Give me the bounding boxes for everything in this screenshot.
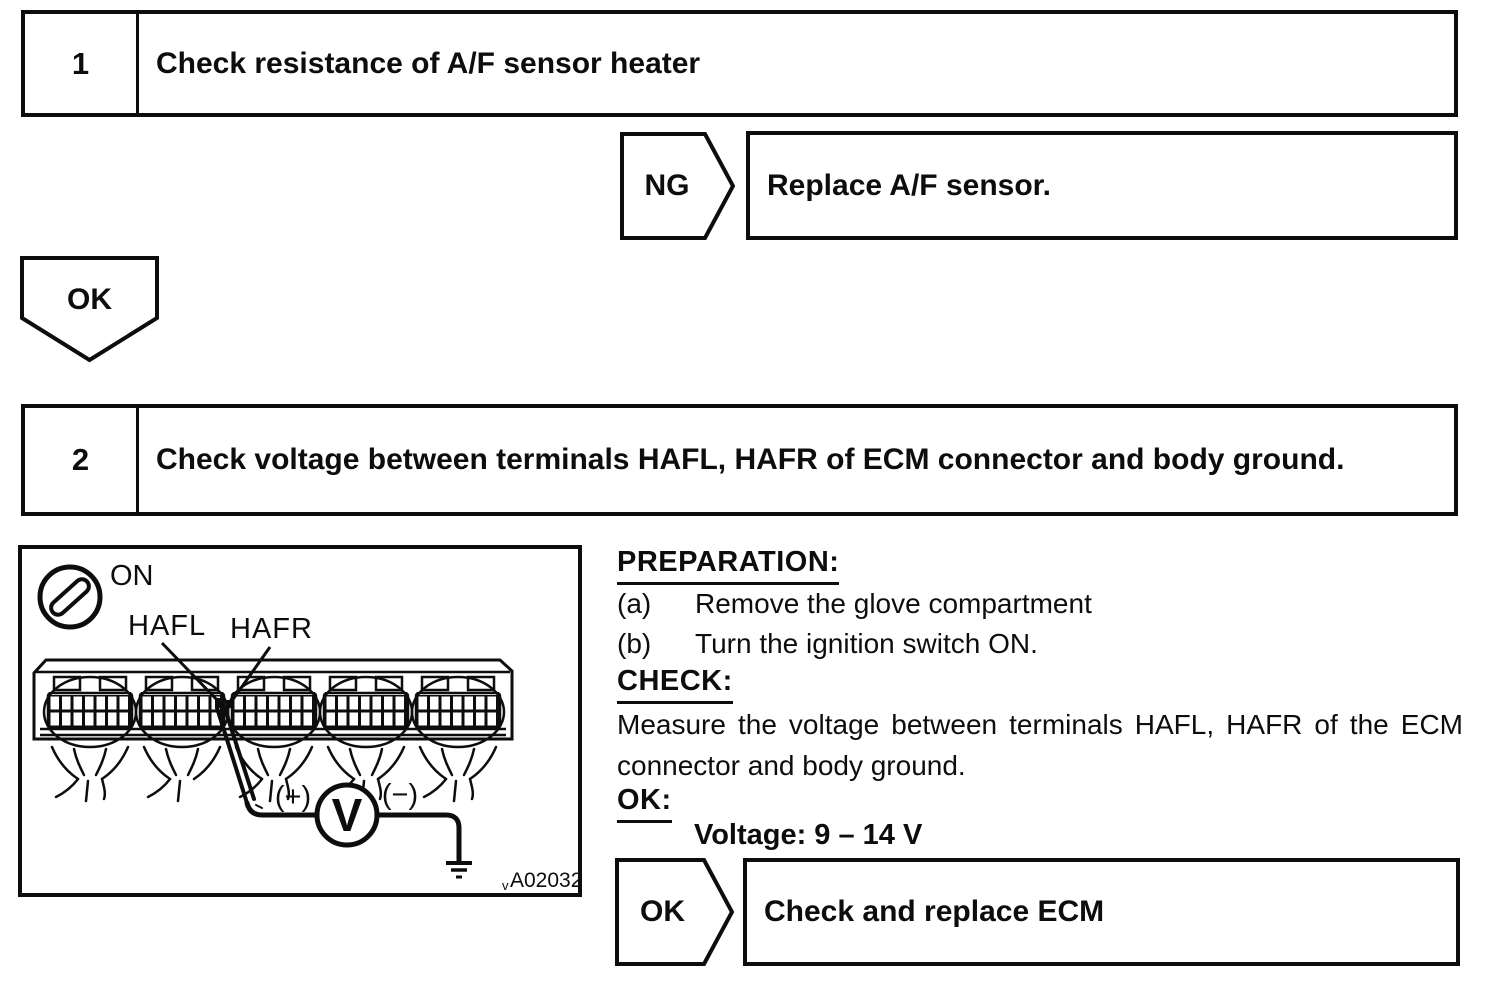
figure-code-prefix: v (502, 878, 509, 893)
step-b-marker: (b) (617, 628, 652, 659)
check-heading: CHECK: (617, 665, 733, 704)
step-a-marker: (a) (617, 588, 652, 619)
terminal-hafr-label: HAFR (230, 613, 313, 645)
ok-action-box (743, 858, 1460, 966)
ok-down-arrow-label: OK (67, 282, 112, 316)
step-a-text: Remove the glove compartment (695, 588, 1092, 619)
ignition-key-icon (40, 567, 100, 627)
step-2-number: 2 (25, 408, 139, 512)
positive-probe-label: (+) (274, 781, 312, 813)
figure-code: A02032 (510, 869, 578, 892)
step-2-title-text: Check voltage between terminals HAFL, HAFR of ECM connector and body ground. (156, 443, 1345, 477)
preparation-step-b (617, 628, 1463, 660)
step-2-box (21, 404, 1458, 516)
step-b-text: Turn the ignition switch ON. (695, 628, 1038, 659)
ok-arrow (615, 858, 734, 966)
ok-down-arrow (20, 256, 159, 363)
ecm-connector-figure (18, 545, 582, 897)
preparation-step-a (617, 588, 1463, 620)
step-2-title (139, 408, 1454, 512)
ok-action-text: Check and replace ECM (764, 895, 1105, 928)
voltmeter-label: V (331, 789, 363, 841)
connector-modules (44, 677, 504, 747)
ng-arrow-label: NG (644, 169, 690, 202)
ok-arrow-label: OK (640, 895, 685, 928)
ecm-connector-drawing (22, 549, 578, 893)
ok-spec-value: Voltage: 9 – 14 V (694, 819, 923, 851)
step-1-title-text: Check resistance of A/F sensor heater (156, 46, 701, 80)
ng-arrow (620, 132, 735, 240)
ng-action-box (746, 131, 1458, 240)
ground-lead (377, 815, 459, 863)
ng-action-text: Replace A/F sensor. (767, 168, 1052, 202)
hafr-terminal (226, 700, 234, 708)
terminal-hafl-label: HAFL (128, 610, 207, 642)
negative-probe-label: (−) (381, 779, 419, 811)
step-1-title (139, 14, 1454, 113)
ground-symbol-icon (446, 863, 472, 877)
preparation-heading: PREPARATION: (617, 546, 839, 585)
ignition-on-label: ON (110, 560, 154, 592)
step-1-number: 1 (25, 14, 139, 113)
ok-heading: OK: (617, 784, 672, 823)
step-1-box (21, 10, 1458, 117)
check-instruction: Measure the voltage between terminals HAFL, HAFR of the ECM connector and body ground. (617, 709, 1463, 781)
